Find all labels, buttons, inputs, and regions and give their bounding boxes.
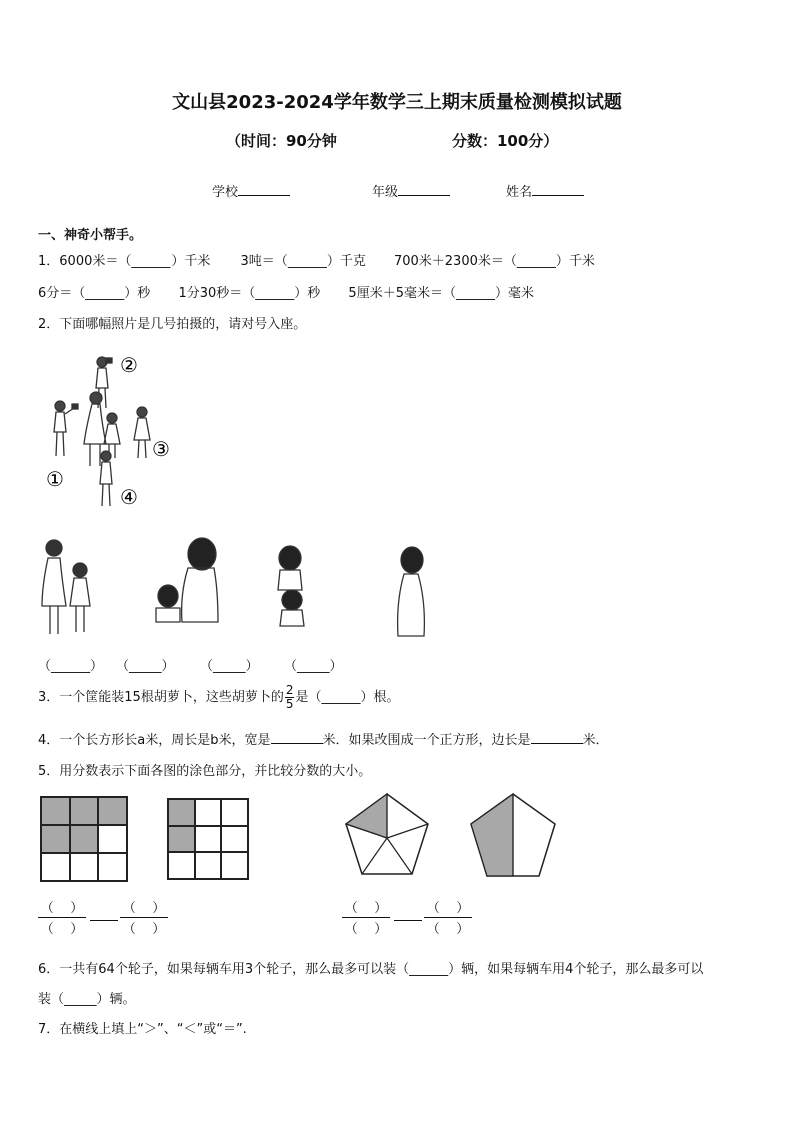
q4-line (38, 729, 609, 748)
q1-d-text: 6分＝（ (38, 286, 86, 301)
photo-d-illustration (388, 546, 434, 640)
pentagon-figure-1 (342, 790, 432, 880)
q4-text-end: 米． (582, 733, 609, 748)
q6-text: 6．一共有64个轮子，如果每辆车用3个轮子，那么最多可以装（ (38, 962, 410, 977)
exam-score: 分数：100分） (452, 132, 559, 150)
q1-f-text: 5厘米＋5毫米＝（ (348, 286, 456, 301)
q1-f-unit: ）毫米 (494, 286, 534, 301)
grade-label: 年级 (372, 185, 399, 200)
q4-text: 4．一个长方形长a米，周长是b米，宽是 (38, 733, 271, 748)
exam-time: （时间：90分钟 (226, 132, 337, 150)
q6-line1 (38, 958, 703, 977)
q1-b-unit: ）千克 (326, 254, 366, 269)
photo-c-illustration (270, 544, 314, 628)
grade-blank[interactable] (398, 181, 450, 196)
fraction-answer-4[interactable]: （ ） （ ） (424, 897, 472, 937)
q4-side-blank[interactable] (531, 729, 583, 744)
q6-blank-2[interactable]: _____ (64, 992, 97, 1007)
q1-number: 1． (38, 254, 60, 269)
q1-row2 (38, 282, 534, 301)
q6-blank-1[interactable]: ______ (409, 962, 449, 977)
photo-b-illustration (152, 534, 222, 624)
q1-e-unit: ）秒 (294, 286, 321, 301)
pentagon-figure-2 (467, 790, 559, 880)
q1-b-blank[interactable]: ______ (287, 254, 327, 269)
q4-text-mid: 米．如果改围成一个正方形，边长是 (322, 733, 531, 748)
q5-text: 5．用分数表示下面各图的涂色部分，并比较分数的大小。 (38, 764, 372, 779)
q4-width-blank[interactable] (271, 729, 323, 744)
section-heading: 一、神奇小帮手。 (38, 228, 143, 243)
q1-a-text: 6000米＝（ (59, 254, 132, 269)
q1-c-blank[interactable]: ______ (516, 254, 556, 269)
q1-c-text: 700米＋2300米＝（ (393, 254, 517, 269)
fraction-answer-1[interactable]: （ ） （ ） (38, 897, 86, 937)
marker-3: ③ (152, 437, 170, 461)
name-blank[interactable] (532, 181, 584, 196)
marker-1: ① (46, 467, 64, 491)
q7-text: 7．在横线上填上“＞”、“＜”或“＝”. (38, 1022, 247, 1037)
compare-blank-1[interactable] (90, 920, 118, 921)
photo-c-answer[interactable]: （_____） (200, 659, 259, 674)
q3-text-post: 是（ (295, 690, 322, 705)
q1-e-text: 1分30秒＝（ (178, 286, 256, 301)
fraction-answer-3[interactable]: （ ） （ ） (342, 897, 390, 937)
q6-line2 (38, 988, 136, 1007)
name-field[interactable] (506, 181, 584, 200)
q3-text-end: ）根。 (360, 690, 400, 705)
q1-c-unit: ）千米 (555, 254, 595, 269)
marker-4: ④ (120, 485, 138, 509)
q1-d-unit: ）秒 (124, 286, 151, 301)
q1-b-text: 3吨＝（ (240, 254, 288, 269)
fraction-answer-2[interactable]: （ ） （ ） (120, 897, 168, 937)
marker-2: ② (120, 353, 138, 377)
school-label: 学校 (212, 185, 239, 200)
page-title: 文山县2023-2024学年数学三上期末质量检测模拟试题 (172, 92, 622, 113)
grid-figure-2 (167, 798, 249, 880)
q6-text-mid: ）辆，如果每辆车用4个轮子，那么最多可以 (448, 962, 704, 977)
q6-text-end: ）辆。 (96, 992, 136, 1007)
photo-a-illustration (38, 534, 98, 638)
q2-text: 2．下面哪幅照片是几号拍摄的，请对号入座。 (38, 317, 307, 332)
compare-blank-2[interactable] (394, 920, 422, 921)
q3-blank[interactable]: ______ (321, 690, 361, 705)
group-photo-illustration (40, 348, 190, 516)
q1-a-unit: ）千米 (171, 254, 211, 269)
grade-field[interactable] (372, 181, 450, 200)
photo-d-answer[interactable]: （_____） (284, 659, 343, 674)
name-label: 姓名 (506, 185, 533, 200)
grid-figure-1 (40, 796, 128, 882)
q1-a-blank[interactable]: ______ (131, 254, 171, 269)
q1-f-blank[interactable]: ______ (455, 286, 495, 301)
q3-fraction: $\frac{2}{5}$ (285, 683, 294, 711)
photo-b-answer[interactable]: （_____） (116, 659, 175, 674)
q3-text: 3．一个筐能装15根胡萝卜，这些胡萝卜的 (38, 690, 284, 705)
q1-e-blank[interactable]: ______ (255, 286, 295, 301)
q1-d-blank[interactable]: ______ (85, 286, 125, 301)
q3-line (38, 684, 400, 711)
q1-row1 (38, 250, 595, 269)
q6-text-line2: 装（ (38, 992, 65, 1007)
photo-a-answer[interactable]: （______） (38, 659, 104, 674)
school-field[interactable] (212, 181, 290, 200)
school-blank[interactable] (238, 181, 290, 196)
